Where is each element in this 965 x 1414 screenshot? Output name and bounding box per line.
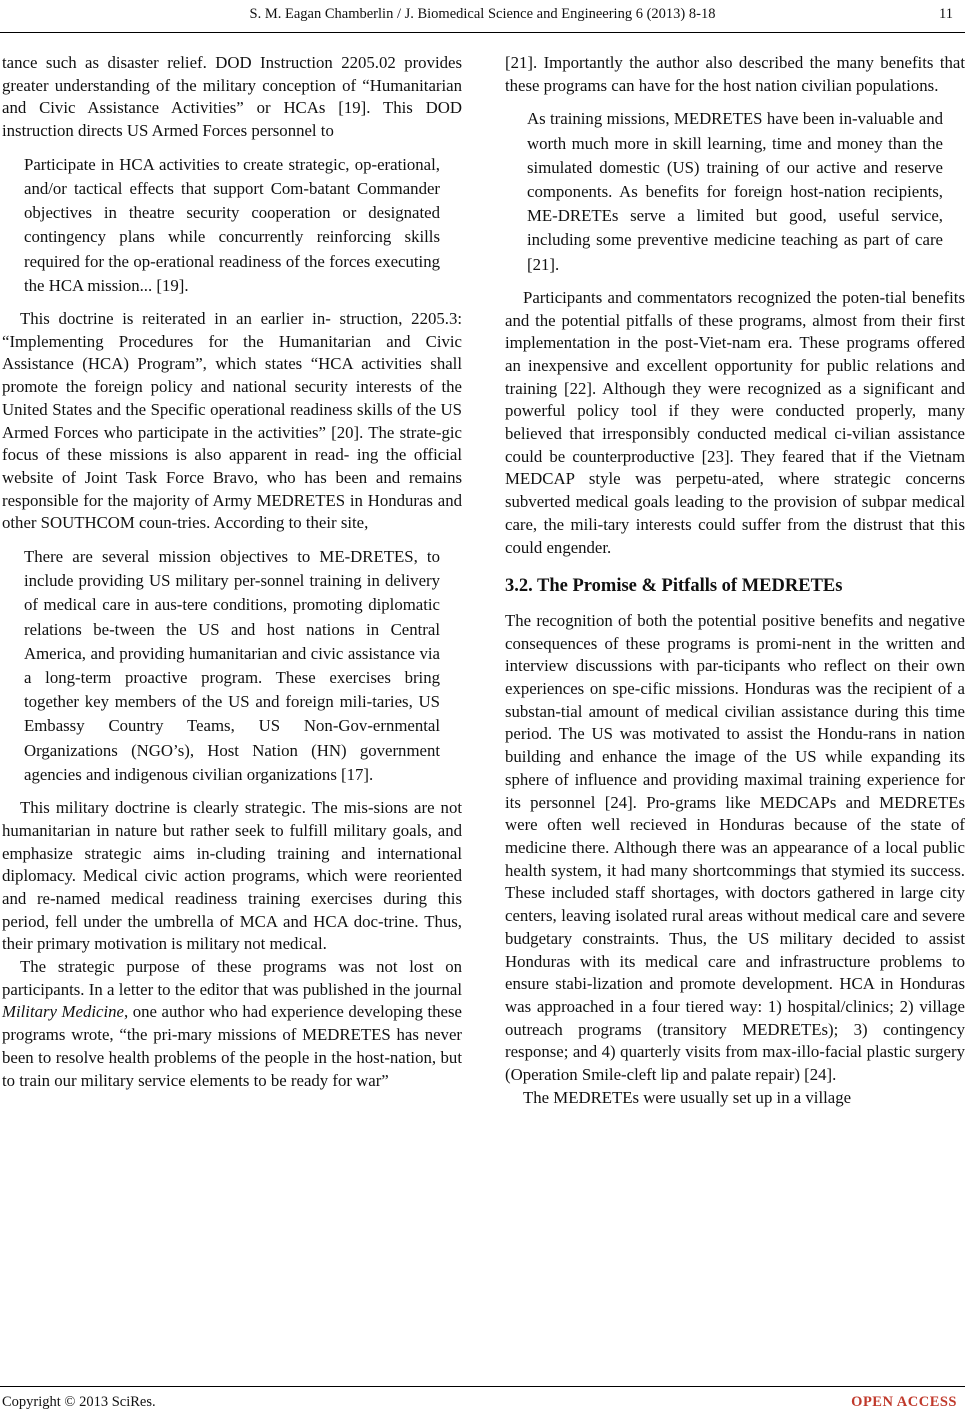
running-header — [0, 0, 965, 38]
paragraph — [2, 956, 462, 1092]
paragraph-text: , one author who had experience developing these programs wrote, “the pri-mary missions of MEDRETES has never been to resolve health problems of the people in the host-nation, but to train our military service elements to be ready for war” — [2, 1002, 462, 1090]
paragraph: This military doctrine is clearly strategic. The mis-sions are not humanitarian in nature but rather seek to fulfill military goals, and emphasize strategic aims in-cluding training and international diplomacy. Medical civic action programs, which were reoriented and re-named medical readiness training exercises during this period, fell under the umbrella of MCA and HCA doc-trine. Thus, their primary motivation is military not medical. — [2, 798, 462, 954]
open-access-label: OPEN ACCESS — [851, 1394, 957, 1410]
block-quote: Participate in HCA activities to create strategic, op-erational, and/or tactical effects that support Com-batant Commander objectives in theatre security cooperation or designated contingency plans while concurrently reinforcing skills required for the op-erational readiness of the forces executing the HCA mission... [19]. — [24, 154, 440, 295]
copyright-notice: Copyright © 2013 SciRes. — [2, 1394, 156, 1410]
paragraph: This doctrine is reiterated in an earlier in- struction, 2205.3: “Implementing Procedures for the Humanitarian and Civic Assistance (HCA) Program”, which states “HCA activities shall promote the foreign policy and national security interests of the United States and the Specific operational readiness skills of the US Armed Forces who participate in the activities” [20]. The strate-gic focus of these missions is also apparent in read- ing the official website of Joint Task Force Bravo, who has been and remains responsible for the majority of Army MEDRETES in Honduras and other SOUTHCOM coun-tries. According to their site, — [2, 309, 462, 533]
page-footer — [0, 1386, 965, 1414]
page-number: 11 — [939, 6, 953, 22]
paragraph-text: The strategic purpose of these programs was not lost on participants. In a letter to the editor that was published in the journal — [2, 957, 462, 999]
running-title: S. M. Eagan Chamberlin / J. Biomedical Science and Engineering 6 (2013) 8-18 — [249, 6, 716, 22]
left-column — [2, 52, 462, 1092]
journal-name: Military Medicine — [2, 1002, 124, 1022]
paragraph: The recognition of both the potential positive benefits and negative consequences of these programs is promi-nent in the written and interview discussions with par-ticipants who reflect on their own experiences on spe-cific missions. Honduras was the recipient of a substan-tial amount of medical civilian assistance during this time period. The US was motivated to assist the Hondu-rans in nation building and enhance the image of the US while expanding its sphere of influence and providing maximal training experience for its personnel [24]. Pro-grams like MEDCAPs and MEDRETEs were often well recieved in Honduras because of the state of medicine there. Although there was an appearance of a local public health system, it had many shortcommings that stymied its success. These included staff shortages, with doctors gathered in large city centers, leaving isolated rural areas without medical care and severe budgetary constraints. Thus, the US military decided to assist Honduras with its medical care and infrastructure problems to ensure stabi-lization and promote development. HCA in Honduras was approached in a four tiered way: 1) hospital/clinics; 2) village outreach programs (transitory MEDRETEs); 3) contingency response; and 4) quarterly visits from max-illo-facial plastic surgery (Operation Smile-cleft lip and palate repair) [24]. — [505, 610, 965, 1085]
block-quote: As training missions, MEDRETES have been in-valuable and worth much more in skill learning, time and money than the simulated domestic (US) training of our active and reserve components. As benefits for foreign host-nation recipients, ME-DRETEs serve a limited but good, useful service, including some preventive medicine teaching as part of care [21]. — [527, 109, 943, 274]
paragraph: [21]. Importantly the author also described the many benefits that these programs can have for the host nation civilian populations. — [505, 53, 965, 95]
paragraph: Participants and commentators recognized the poten-tial benefits and the potential pitfalls of these programs, almost from their first implementation in the post-Viet-nam era. These programs offered an inexpensive and excellent opportunity for public relations and training [22]. Although they were recognized as a significant and powerful policy tool if they were conducted properly, many believed that irresponsibly conducted medical ci-vilian assistance could be counterproductive [23]. They feared that if the Vietnam MEDCAP style was perpetu-ated, where strategic concerns subverted medical goals leading to the provision of subpar medical care, the mili-tary interests could suffer from the distrust that this could engender. — [505, 287, 965, 557]
paragraph: tance such as disaster relief. DOD Instruction 2205.02 provides greater understanding of the military conception of “Humanitarian and Civic Assistance Activities” or HCAs [19]. This DOD instruction directs US Armed Forces personnel to — [2, 53, 462, 141]
header-rule — [0, 32, 965, 33]
paragraph: The MEDRETEs were usually set up in a village — [523, 1087, 852, 1107]
right-column — [505, 52, 965, 1109]
footer-rule — [0, 1386, 965, 1387]
section-heading: 3.2. The Promise & Pitfalls of MEDRETEs — [505, 576, 843, 597]
block-quote: There are several mission objectives to ME-DRETES, to include providing US military per-sonnel training in delivery of medical care in aus-tere conditions, promoting diplomatic relations be-tween the US and host nations in Central America, and providing humanitarian and civic assistance via a long-term proactive program. These exercises bring together key members of the US and foreign mili-taries, US Embassy Country Teams, US Non-Gov-ernmental Organizations (NGO’s), Host Nation (HN) government agencies and indigenous civilian organizations [17]. — [24, 547, 440, 784]
